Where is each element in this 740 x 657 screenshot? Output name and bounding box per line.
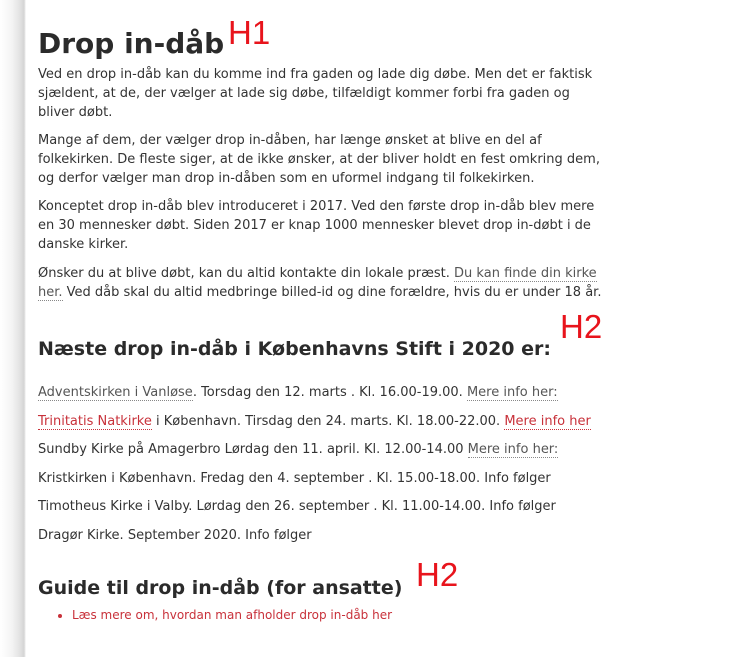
- background-paragraph: Mange af dem, der vælger drop in-dåben, har længe ønsket at blive en del af folkekirken. De fleste siger, at de ikke ønsker, at der bliver holdt en fest omkring dem, og derfor vælger man drop in-dåben som en uformel indgang til folkekirken.: [38, 133, 600, 186]
- event-item: [38, 412, 591, 431]
- event-item: [38, 497, 556, 516]
- event-text: i København. Tirsdag den 24. marts. Kl. 18.00-22.00.: [151, 414, 505, 429]
- more-info-link[interactable]: Mere info her: [504, 414, 591, 429]
- event-item: [38, 469, 551, 488]
- more-info-link[interactable]: Mere info her:: [466, 385, 558, 400]
- event-item: [38, 526, 312, 545]
- church-link[interactable]: Adventskirken i Vanløse: [38, 385, 193, 400]
- church-link[interactable]: Trinitatis Natkirke: [38, 414, 152, 429]
- event-text: Kristkirken i København. Fredag den 4. september . Kl. 15.00-18.00. Info følger: [38, 471, 551, 486]
- find-church-link[interactable]: Du kan finde din kirke her.: [38, 266, 597, 300]
- list-item: [72, 606, 392, 625]
- more-info-link[interactable]: Mere info her:: [467, 442, 559, 457]
- event-text: Sundby Kirke på Amagerbro Lørdag den 11. april. Kl. 12.00-14.00: [38, 442, 468, 457]
- contact-text-after: Ved dåb skal du altid medbringe billed-id og dine forældre, hvis du er under 18 år.: [62, 285, 602, 300]
- events-heading: Næste drop in-dåb i Københavns Stift i 2020 er:: [38, 338, 551, 360]
- annotation-h2: H2: [560, 308, 603, 345]
- contact-text: Ønsker du at blive døbt, kan du altid kontakte din lokale præst.: [38, 266, 455, 281]
- annotation-h2: H2: [416, 556, 459, 593]
- guide-link-list: [58, 606, 392, 625]
- event-text: . Torsdag den 12. marts . Kl. 16.00-19.00.: [192, 385, 467, 400]
- event-item: [38, 383, 558, 402]
- event-item: [38, 440, 558, 459]
- annotation-h1: H1: [228, 14, 271, 51]
- guide-link[interactable]: Læs mere om, hvordan man afholder drop in-dåb her: [72, 608, 393, 622]
- event-text: Timotheus Kirke i Valby. Lørdag den 26. september . Kl. 11.00-14.00. Info følger: [38, 499, 556, 514]
- contact-paragraph: [38, 264, 608, 302]
- page-edge-shadow: [0, 0, 26, 657]
- intro-paragraph: Ved en drop in-dåb kan du komme ind fra gaden og lade dig døbe. Men det er faktisk sjældent, at de, der vælger at lade sig døbe, tilfældigt kommer forbi fra gaden og bliver døbt.: [38, 67, 593, 120]
- guide-heading: Guide til drop in-dåb (for ansatte): [38, 577, 403, 599]
- event-text: Dragør Kirke. September 2020. Info følger: [38, 528, 312, 543]
- page-title: Drop in-dåb: [38, 27, 225, 60]
- history-paragraph: Konceptet drop in-dåb blev introduceret i 2017. Ved den første drop in-dåb blev mere en 30 mennesker døbt. Siden 2017 er knap 1000 mennesker blevet drop in-døbt i de danske kirker.: [38, 199, 595, 252]
